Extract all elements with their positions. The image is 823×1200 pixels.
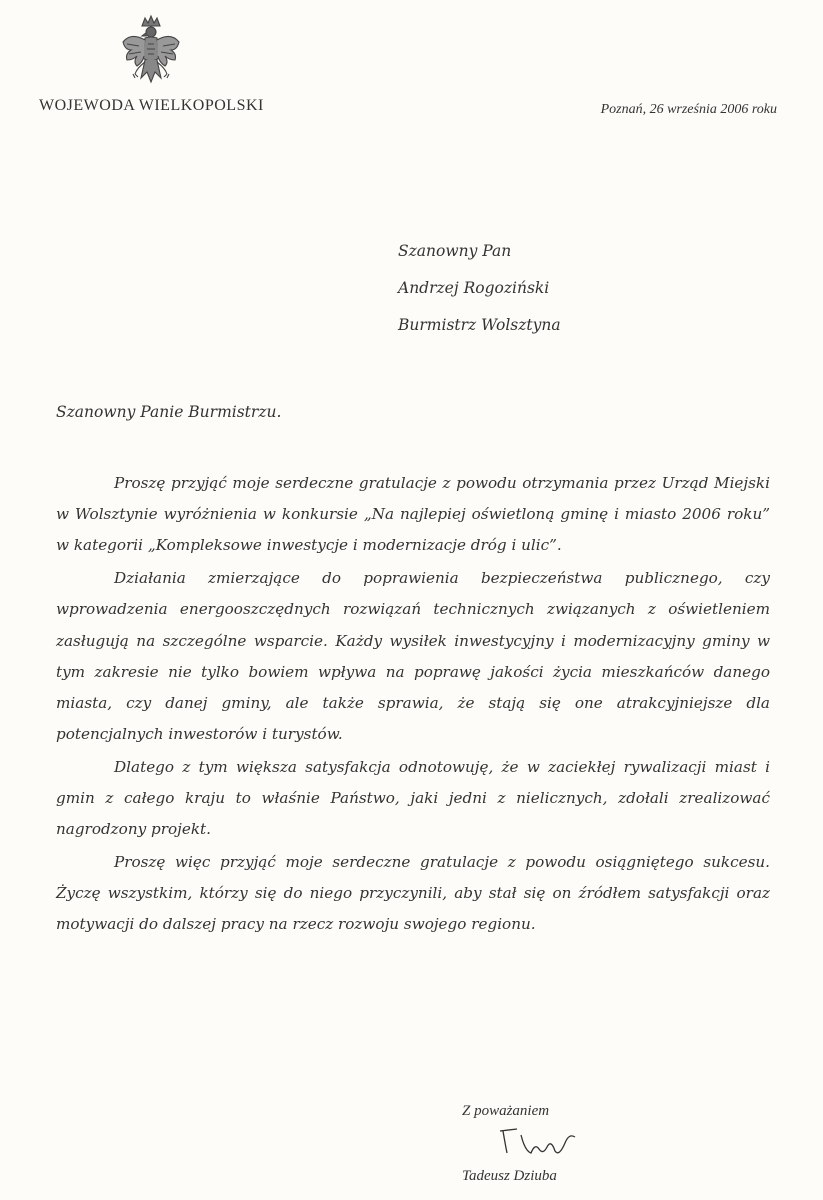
office-title: WOJEWODA WIELKOPOLSKI (39, 97, 264, 114)
letter-body (56, 468, 770, 942)
salutation: Szanowny Panie Burmistrzu. (56, 403, 282, 421)
paragraph-3: Dlatego z tym większa satysfakcja odnotowuję, że w zaciekłej rywalizacji miast i gmin z całego kraju to właśnie Państwo, jaki jedni z nielicznych, zdołali zrealizować nagrodzony projekt. (56, 757, 770, 839)
polish-eagle-emblem-icon (117, 14, 185, 94)
paragraph-4: Proszę więc przyjąć moje serdeczne gratulacje z powodu osiągniętego sukcesu. Życzę wszystkim, którzy się do niego przyczynili, aby stał się on źródłem satysfakcji oraz motywacji do dalszej pracy na rzecz rozwoju swojego regionu. (56, 852, 770, 934)
addressee-position: Burmistrz Wolsztyna (398, 316, 561, 334)
paragraph-2: Działania zmierzające do poprawienia bezpieczeństwa publicznego, czy wprowadzenia energooszczędnych rozwiązań technicznych związanych z oświetleniem zasługują na szczególne wsparcie. Każdy wysiłek inwestycyjny i modernizacyjny gminy w tym zakresie nie tylko bowiem wpływa na poprawę jakości życia mieszkańców danego miasta, czy danej gminy, ale także sprawia, że stają się one atrakcyjniejsze dla potencjalnych inwestorów i turystów. (56, 569, 770, 744)
addressee-block (398, 233, 561, 344)
paragraph-1: Proszę przyjąć moje serdeczne gratulacje z powodu otrzymania przez Urząd Miejski w Wolsztynie wyróżnienia w konkursie „Na najlepiej oświetloną gminę i miasto 2006 roku” w kategorii „Kompleksowe inwestycje i modernizacje dróg i ulic”. (56, 474, 770, 555)
addressee-line-1: Szanowny Pan (398, 242, 512, 260)
date-line: Poznań, 26 września 2006 roku (600, 102, 777, 117)
addressee-name: Andrzej Rogoziński (398, 279, 550, 297)
signer-name: Tadeusz Dziuba (462, 1168, 557, 1184)
closing-phrase: Z poważaniem (462, 1103, 550, 1119)
handwritten-signature (495, 1123, 585, 1159)
